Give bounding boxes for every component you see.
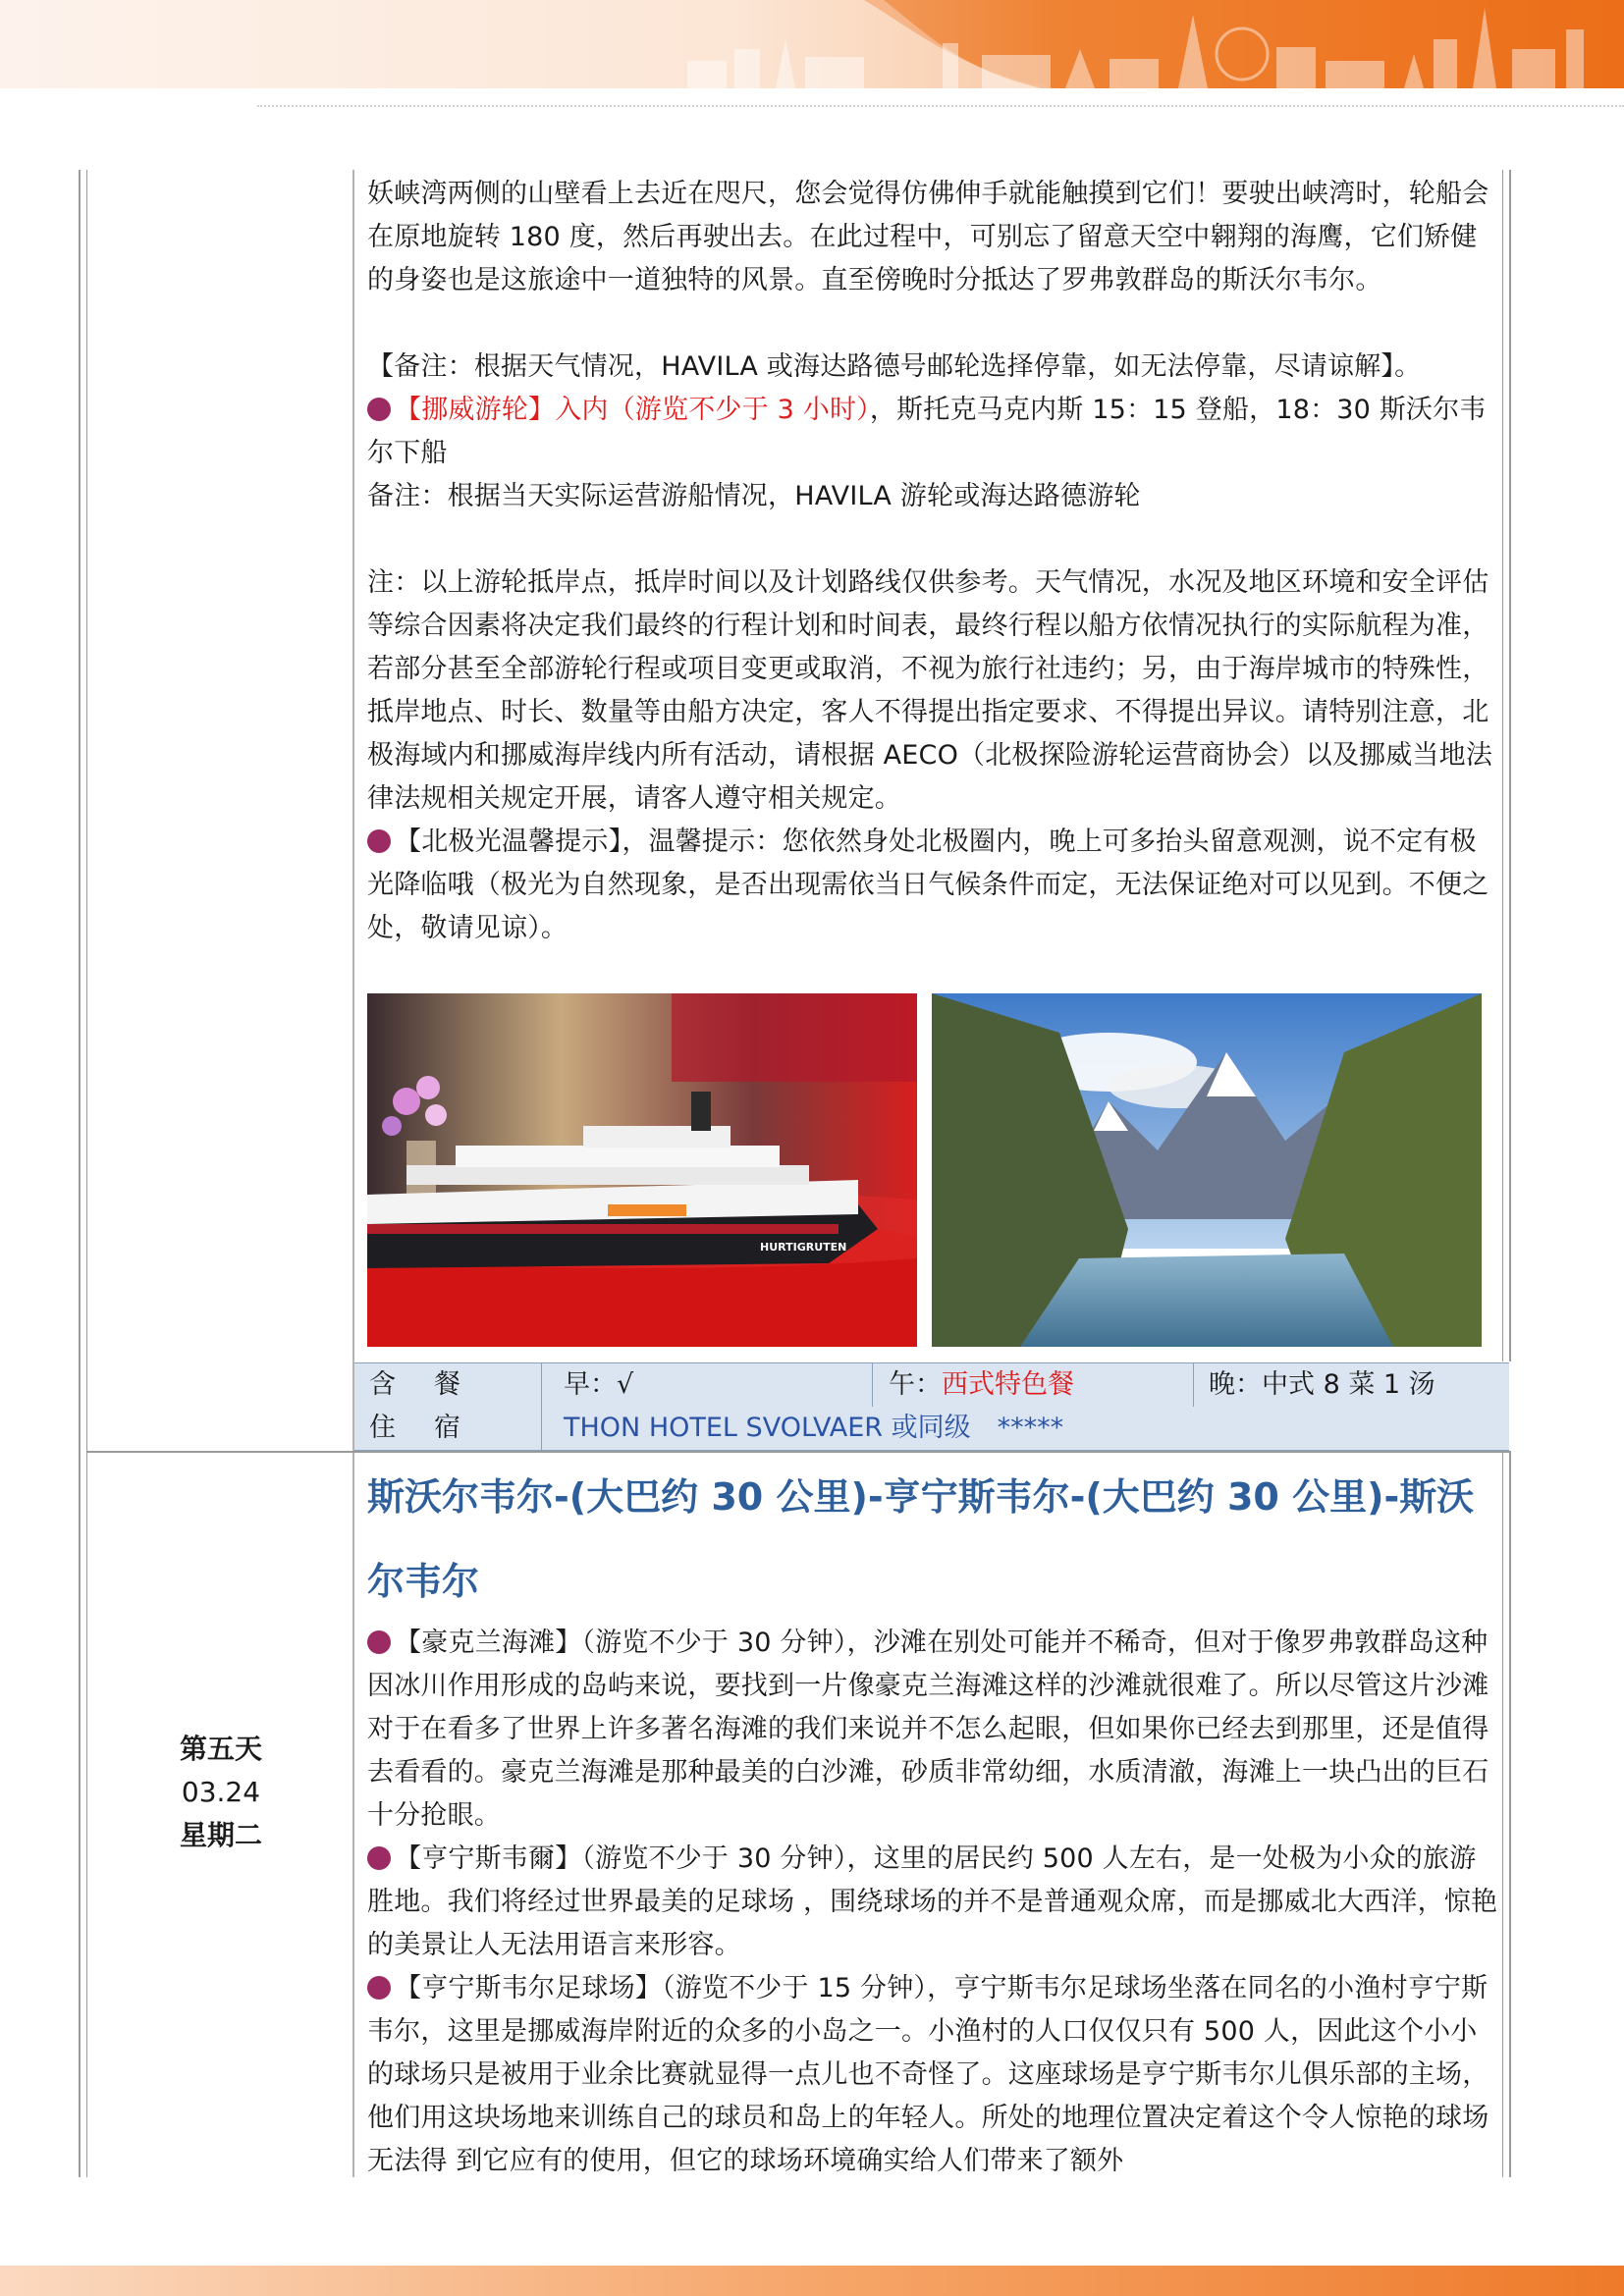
breakfast-value: 早：√ [564, 1369, 634, 1400]
bullet-dot-icon [367, 1976, 391, 2000]
aurora-item [367, 821, 1501, 950]
meals-row [354, 1362, 1509, 1408]
attraction-title: 【亨宁斯韦爾】 [395, 1843, 582, 1874]
attraction-item-stadium [367, 1967, 1501, 2183]
table-column-divider [352, 170, 354, 2177]
bullet-dot-icon [367, 829, 391, 853]
meals-separator [1193, 1363, 1194, 1407]
dinner-value: 晚：中式 8 菜 1 汤 [1209, 1369, 1435, 1400]
day5-weekday: 星期二 [179, 1819, 262, 1851]
day5-content [367, 1622, 1501, 2183]
fjord-photo [932, 993, 1482, 1347]
attraction-duration: （游览不少于 15 分钟） [662, 1973, 928, 2003]
attraction-text: ，亨宁斯韦尔足球场坐落在同名的小渔村亨宁斯韦尔，这里是挪威海岸附近的众多的小岛之一。小渔村的人口仅仅只有 500 人，因此这个小小的球场只是被用于业余比赛就显得一点儿也不奇怪了。这座球场是亨宁斯韦尔儿俱乐部的主场，他们用这块场地来训练自己的球员和岛上的年轻人。所处的地理位置决定着这个令人惊艳的球场无法得 到它应有的使用，但它的球场环境确实给人们带来了额外 [367, 1973, 1489, 2176]
hotel-name: THON HOTEL SVOLVAER 或同级 ***** [564, 1413, 1064, 1443]
cruise-item-text: ，斯托克马克内斯 15：15 登船，18：30 斯沃尔韦尔下船 [367, 395, 1487, 468]
meals-separator [541, 1363, 542, 1407]
day4-content [367, 173, 1501, 950]
table-right-border-inner [1502, 170, 1503, 1362]
day5-date: 03.24 [181, 1776, 261, 1808]
ship-model-photo [367, 993, 917, 1347]
aurora-item-title: 【北极光温馨提示】 [395, 827, 623, 857]
header-banner [0, 0, 1624, 88]
table-right-border [1509, 170, 1511, 1362]
day5-route-title: 斯沃尔韦尔-(大巴约 30 公里)-亨宁斯韦尔-(大巴约 30 公里)-斯沃尔韦尔 [367, 1475, 1475, 1603]
attraction-text: ，这里的居民约 500 人左右，是一处极为小众的旅游胜地。我们将经过世界最美的足球场 ，围绕球场的并不是普通观众席，而是挪威北大西洋，惊艳的美景让人无法用语言来形容。 [367, 1843, 1498, 1960]
hotel-row [354, 1407, 1509, 1451]
meals-label: 含 餐 [369, 1369, 466, 1400]
fjord-paragraph: 妖峡湾两侧的山壁看上去近在咫尺，您会觉得仿佛伸手就能触摸到它们！要驶出峡湾时，轮船会在原地旋转 180 度，然后再驶出去。在此过程中，可别忘了留意天空中翱翔的海鹰，它们矫健的身姿也是这旅途中一道独特的风景。直至傍晚时分抵达了罗弗敦群岛的斯沃尔韦尔。 [367, 179, 1489, 295]
meals-separator [872, 1363, 873, 1407]
table-right-border-lower [1509, 1453, 1511, 2177]
attraction-duration: （游览不少于 30 分钟） [581, 1843, 847, 1874]
attraction-title: 【豪克兰海滩】 [395, 1628, 582, 1658]
hotel-label: 住 宿 [369, 1413, 466, 1443]
attraction-text: ，沙滩在别处可能并不稀奇，但对于像罗弗敦群岛这种因冰川作用形成的岛屿来说，要找到一片像豪克兰海滩这样的沙滩就很难了。所以尽管这片沙滩对于在看多了世界上许多著名海滩的我们来说并不怎么起眼，但如果你已经去到那里，还是值得去看看的。豪克兰海滩是那种最美的白沙滩，砂质非常幼细，水质清澈，海滩上一块凸出的巨石十分抢眼。 [367, 1628, 1489, 1831]
table-left-border-inner [86, 170, 87, 2177]
footer-banner [0, 2266, 1624, 2296]
day5-label [88, 1728, 353, 1857]
hotel-separator [541, 1407, 542, 1450]
header-divider [257, 105, 1624, 107]
cruise-item-title: 【挪威游轮】入内（游览不少于 3 小时） [395, 395, 870, 425]
day-row-divider [86, 1451, 1511, 1453]
bullet-dot-icon [367, 1846, 391, 1870]
attraction-title: 【亨宁斯韦尔足球场】 [395, 1973, 662, 2003]
ship-name-label: HURTIGRUTEN [760, 1241, 847, 1254]
attraction-item-beach [367, 1622, 1501, 1838]
lunch-cell [889, 1363, 1074, 1407]
lunch-value: 西式特色餐 [942, 1369, 1074, 1400]
day4-photos [367, 993, 1482, 1347]
header-skyline-decoration [0, 0, 1624, 88]
table-left-border [79, 170, 81, 2177]
cruise-remark: 备注：根据当天实际运营游船情况，HAVILA 游轮或海达路德游轮 [367, 481, 1141, 511]
attraction-duration: （游览不少于 30 分钟） [581, 1628, 847, 1658]
lunch-prefix: 午： [889, 1369, 942, 1400]
bullet-dot-icon [367, 1630, 391, 1654]
weather-remark: 【备注：根据天气情况，HAVILA 或海达路德号邮轮选择停靠，如无法停靠，尽请谅解】。 [367, 351, 1422, 382]
cruise-item [367, 389, 1501, 475]
cruise-disclaimer: 注：以上游轮抵岸点，抵岸时间以及计划路线仅供参考。天气情况，水况及地区环境和安全评估等综合因素将决定我们最终的行程计划和时间表，最终行程以船方依情况执行的实际航程为准，若部分甚至全部游轮行程或项目变更或取消，不视为旅行社违约；另，由于海岸城市的特殊性，抵岸地点、时长、数量等由船方决定，客人不得提出指定要求、不得提出异议。请特别注意，北极海域内和挪威海岸线内所有活动，请根据 AECO（北极探险游轮运营商协会）以及挪威当地法律法规相关规定开展，请客人遵守相关规定。 [367, 567, 1493, 814]
aurora-item-text: ，温馨提示：您依然身处北极圈内，晚上可多抬头留意观测，说不定有极光降临哦（极光为自然现象，是否出现需依当日气候条件而定，无法保证绝对可以见到。不便之处，敬请见谅）。 [367, 827, 1489, 943]
bullet-dot-icon [367, 398, 391, 421]
attraction-item-village [367, 1838, 1501, 1967]
day5-day: 第五天 [179, 1733, 262, 1765]
